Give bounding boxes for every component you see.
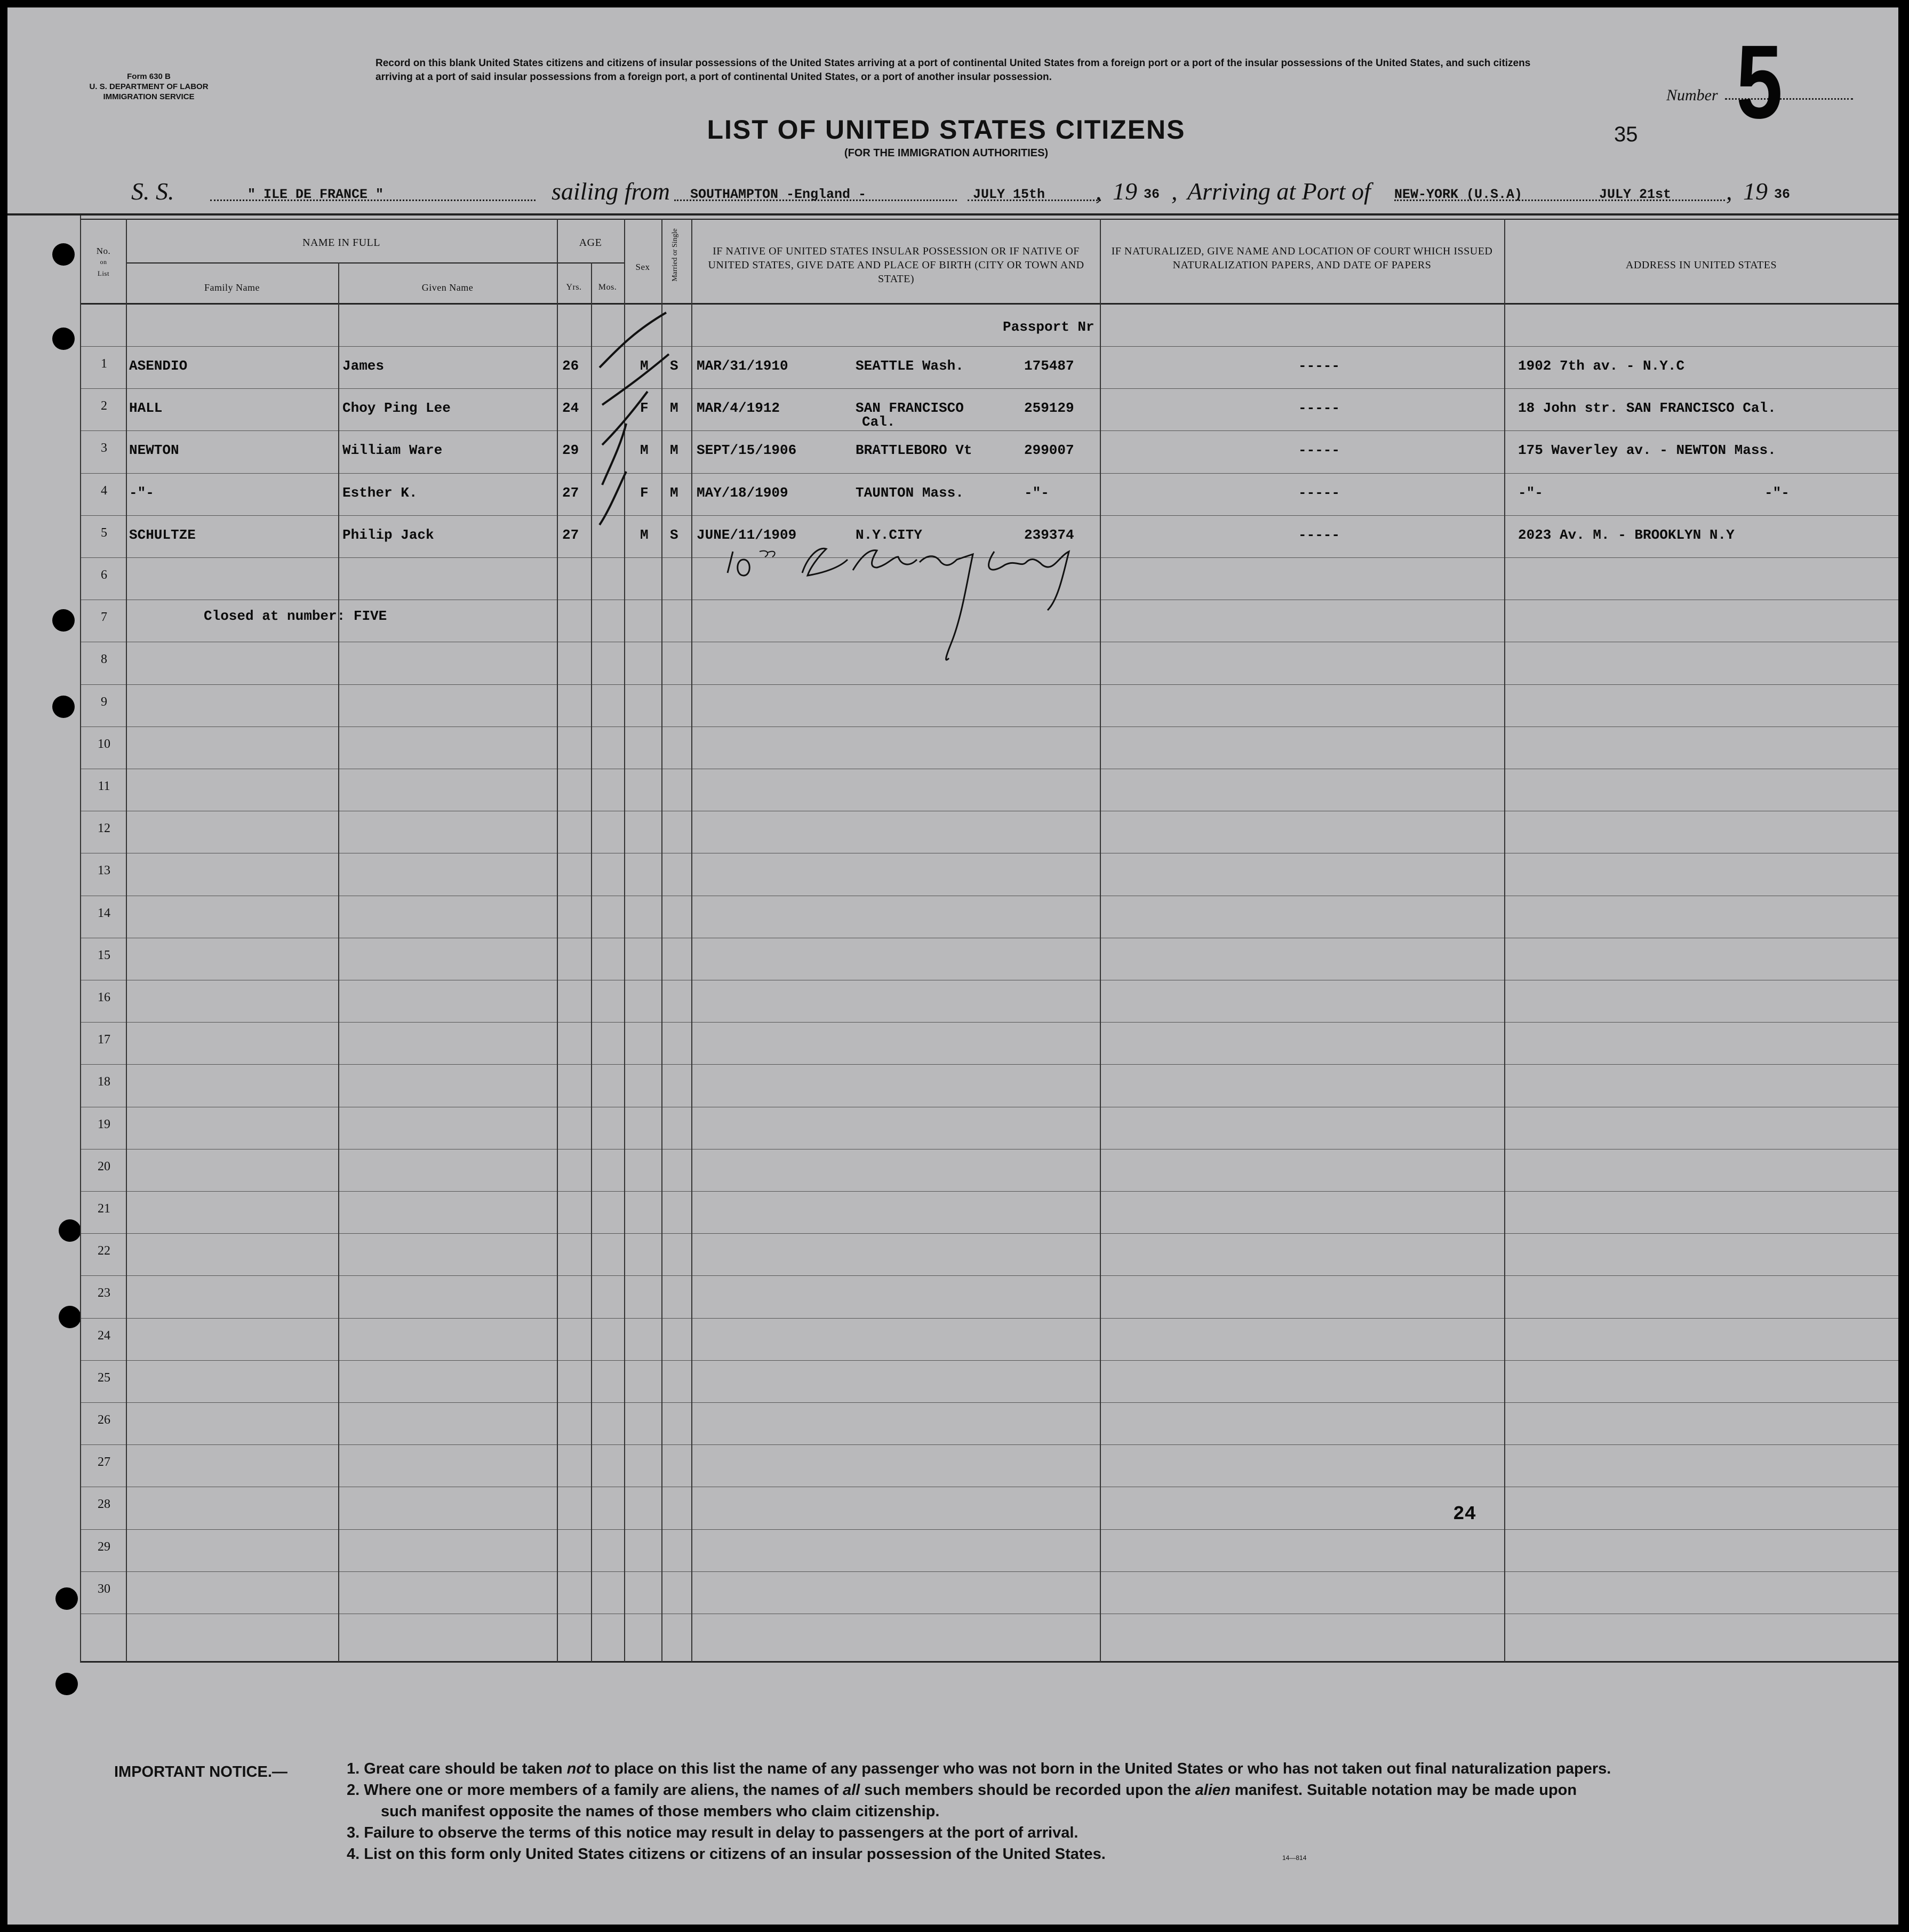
passenger-sex: M [640,442,649,458]
header-sex: Sex [635,262,650,272]
passenger-birth-place-cont: Cal. [862,414,896,430]
row-rule [80,430,1898,431]
punch-hole [52,328,75,350]
line-number: 17 [98,1033,110,1047]
row-rule [80,1064,1898,1065]
header-family-name: Family Name [204,282,260,293]
name-group-rule [126,262,557,264]
row-rule [80,1275,1898,1276]
passenger-marital-status: M [670,485,678,501]
header-naturalized: IF NATURALIZED, GIVE NAME AND LOCATION OF COURT WHICH ISSUED NATURALIZATION PAPERS, AND DATE OF PAPERS [1111,245,1493,271]
passenger-sex: F [640,400,649,416]
passenger-family-name: HALL [129,400,163,416]
line-number: 13 [98,864,110,877]
passenger-naturalization: ----- [1298,485,1340,501]
row-rule [80,388,1898,389]
line-number: 15 [98,948,110,962]
passenger-birth-date: JUNE/11/1909 [697,527,797,543]
passenger-sex: M [640,358,649,374]
passenger-marital-status: M [670,442,678,458]
row-rule [80,1191,1898,1192]
line-number: 19 [98,1117,110,1131]
punch-hole [52,609,75,632]
header-birth: IF NATIVE OF UNITED STATES INSULAR POSSESSION OR IF NATIVE OF UNITED STATES, GIVE DATE AND PLACE OF BIRTH (CITY OR TOWN AND STATE) [708,245,1084,285]
sailing-label: sailing from [552,178,670,205]
passenger-sex: F [640,485,649,501]
line-number: 23 [98,1286,110,1300]
form-instructions: Record on this blank United States citizens and citizens of insular possessions of the United States arriving at a port of continental United States from a foreign port or a port of the insular possessions of the United States, and such citizens arriving at a port of said insular possessions from a foreign port, a port of continental United States, or a port of another insular possession. [376,58,1531,83]
header-mos: Mos. [598,283,617,292]
row-rule [80,1318,1898,1319]
row-rule [80,1529,1898,1530]
header-yrs: Yrs. [566,283,582,292]
passenger-marital-status: S [670,358,678,374]
passenger-address: 2023 Av. M. - BROOKLYN N.Y [1518,527,1735,543]
column-rule [557,219,558,1662]
notice-heading: IMPORTANT NOTICE.— [114,1763,287,1781]
depart-year-prefix: 19 [1113,178,1137,205]
passenger-family-name: SCHULTZE [129,527,196,543]
table-top-rule-2 [80,219,1898,220]
column-rule [338,262,339,1662]
punch-hole [55,1587,78,1610]
line-number: 24 [98,1329,110,1343]
table-top-rule [7,213,1898,215]
passenger-birth-date: SEPT/15/1906 [697,442,797,458]
line-number: 14 [98,906,110,920]
ship-name: " ILE DE FRANCE " [247,187,384,202]
notice-item-4: 4. List on this form only United States citizens or citizens of an insular possession of the United States. [347,1846,1106,1863]
notice-item-2-continued: such manifest opposite the names of those members who claim citizenship. [381,1803,940,1820]
passenger-age-years: 27 [562,485,579,501]
passenger-birth-date: MAY/18/1909 [697,485,788,501]
passenger-age-years: 29 [562,442,579,458]
punch-hole [52,696,75,718]
passenger-birth-place: SEATTLE Wash. [856,358,964,374]
page-number: 35 [1614,123,1638,146]
passenger-address: -"- [1518,485,1543,501]
passenger-marital-status: S [670,527,678,543]
passenger-birth-place: TAUNTON Mass. [856,485,964,501]
line-number: 11 [98,779,110,793]
column-rule [126,219,127,1662]
line-number: 29 [98,1540,110,1554]
punch-hole [59,1219,81,1242]
passenger-family-name: -"- [129,485,154,501]
row-rule [80,346,1898,347]
passport-header: Passport Nr [1003,319,1095,335]
line-number: 20 [98,1160,110,1173]
line-number: 26 [98,1413,110,1427]
line-number: 9 [101,695,107,709]
passenger-age-years: 27 [562,527,579,543]
row-rule [80,1022,1898,1023]
passenger-birth-place: SAN FRANCISCO [856,400,964,416]
table-bottom-rule [80,1661,1898,1663]
row-rule [80,684,1898,685]
header-name-in-full: NAME IN FULL [302,237,380,249]
closed-note: Closed at number: FIVE [204,608,387,624]
notice-item-1: 1. Great care should be taken not to place on this list the name of any passenger who was not born in the United States or who has not taken out final naturalization papers. [347,1760,1611,1777]
line-number: 25 [98,1371,110,1385]
line-number: 6 [101,568,107,582]
line-number: 7 [101,610,107,624]
row-rule [80,473,1898,474]
passenger-marital-status: M [670,400,678,416]
passenger-birth-date: MAR/4/1912 [697,400,780,416]
passenger-address-cont: -"- [1764,485,1790,501]
check-marks [594,306,701,546]
list-number-label: Number [1666,86,1718,104]
passenger-passport: 175487 [1024,358,1074,374]
passenger-given-name: Choy Ping Lee [342,400,451,416]
ss-label: S. S. [131,178,174,205]
arrival-year-prefix: 19 [1743,178,1768,205]
passenger-passport: -"- [1024,485,1049,501]
line-number: 16 [98,991,110,1004]
line-number: 1 [101,357,107,371]
header-bottom-rule [80,303,1898,305]
line-number: 8 [101,652,107,666]
list-number-value: 5 [1736,23,1783,140]
row-rule [80,1402,1898,1403]
passenger-naturalization: ----- [1298,527,1340,543]
passenger-given-name: Philip Jack [342,527,434,543]
passenger-sex: M [640,527,649,543]
row-rule [80,1444,1898,1445]
passenger-given-name: Esther K. [342,485,418,501]
passenger-birth-date: MAR/31/1910 [697,358,788,374]
passenger-given-name: William Ware [342,442,443,458]
depart-date: JULY 15th [973,187,1045,202]
form-id: Form 630 B U. S. DEPARTMENT OF LABOR IMMIGRATION SERVICE [89,72,209,101]
line-number: 4 [101,484,107,498]
age-group-rule [557,262,624,264]
passenger-naturalization: ----- [1298,400,1340,416]
line-number: 18 [98,1075,110,1089]
header-address: ADDRESS IN UNITED STATES [1625,259,1777,271]
header-married-or-single: Married or Single [671,228,679,282]
column-rule [80,215,81,1662]
passenger-family-name: NEWTON [129,442,179,458]
line-number: 12 [98,821,110,835]
passenger-given-name: James [342,358,385,374]
margin-number: 24 [1453,1503,1476,1525]
arrival-port: NEW-YORK (U.S.A) [1394,187,1523,202]
line-number: 22 [98,1244,110,1258]
arrival-date: JULY 21st [1599,187,1672,202]
check-mark [602,354,669,405]
document-subtitle: (FOR THE IMMIGRATION AUTHORITIES) [844,147,1049,159]
punch-hole [52,243,75,266]
line-number: 3 [101,441,107,455]
punch-hole [55,1673,78,1695]
row-rule [80,1360,1898,1361]
arriving-label: Arriving at Port of [1187,178,1371,205]
punch-hole [59,1306,81,1328]
depart-year: 36 [1144,187,1160,202]
arrival-year: 36 [1774,187,1791,202]
passenger-address: 175 Waverley av. - NEWTON Mass. [1518,442,1776,458]
handwritten-annotation [717,536,1144,674]
passenger-age-years: 26 [562,358,579,374]
passenger-family-name: ASENDIO [129,358,188,374]
row-rule [80,1233,1898,1234]
passenger-address: 1902 7th av. - N.Y.C [1518,358,1685,374]
from-port: SOUTHAMPTON -England - [690,187,867,202]
notice-item-3: 3. Failure to observe the terms of this notice may result in delay to passengers at the port of arrival. [347,1824,1079,1841]
column-rule [1504,219,1505,1662]
check-mark [600,313,666,368]
manifest-sheet: Form 630 B U. S. DEPARTMENT OF LABOR IMMIGRATION SERVICE Record on this blank United States citizens and citizens of insular possessions of the United States arriving at a port of continental United States from a foreign port or a port of the insular possessions of the United States, and such citizens arriving at a port of said insular possessions from a foreign port, a port of continental United States, or a port of another insular possession. LIST OF UNITED STATES CITIZENS (FOR THE IMMIGRATION AUTHORITIES) Number 5 35 S. S. " ILE DE FRANCE " sailing from SOUTHAMPTON -England - JULY 15th , 19 36 , Arriving at Port of NEW-YORK (U.S.A) JULY 21st , 19 36 1 2 3 4 5 6 7 8 9 10 11 12 13 14 15 16 17 18 19 20 21 22 23 24 25 26 27 28 29 30 No. on List NAME IN FULL Family Name Given Name AGE Yrs. Mos. Sex Married or Single IF NATIVE OF UNITED STATES INSULAR POSSESSION OR IF NATIVE OF UNITED STATES, GIVE DATE AND PLACE OF BIRTH (CITY OR TOWN AND STATE) IF NATURALIZED, GIVE NAME AND LOCATION OF COURT WHICH ISSUED NATURALIZATION PAPERS, AND DATE OF PAPERS ADDRESS IN UNITED STATES Passport Nr ASENDIO James 26 M S MAR/31/1910 SEATTLE Wash. 175487 ----- 1902 7th av. - N.Y.C HALL Choy Ping Lee 24 F M MAR/4/1912 SAN FRANCISCO Cal. 259129 ----- 18 John str. SAN FRANCISCO Cal. NEWTON William Ware 29 M M SEPT/15/1906 BRATTLEBORO Vt 299007 ----- 175 Waverley av. - NEWTON Mass. -"- Esther K. 27 F M MAY/18/1909 TAUNTON Mass. -"- ----- -"- -"- SCHULTZE Philip Jack 27 M S JUNE/11/1909 N.Y.CITY 239374 ----- 2023 Av. M. - BROOKLYN N.Y Closed at number: FIVE 24 IMPORTANT NOTICE.— 1. Great care should be taken not to place on this list the name of any passenger who was not born in the United States or who has not taken out final naturalization papers. 2. Where one or more members of a family are aliens, the names of all such members should be recorded upon the alien manifest. Suitable notation may be made upon such manifest opposite the names of those members who claim citizenship. 3. Failure to observe the terms of this notice may result in delay to passengers at the port of arrival. 4. List on this form only United States citizens or citizens of an insular possession of the United States. 14—814 [7,7,1898,1925]
passenger-passport: 299007 [1024,442,1074,458]
print-code: 14—814 [1282,1854,1307,1862]
header-no-on-list: No. on List [96,246,111,277]
passenger-age-years: 24 [562,400,579,416]
line-number: 27 [98,1455,110,1469]
line-number: 5 [101,526,107,540]
line-number: 21 [98,1202,110,1216]
passenger-passport: 239374 [1024,527,1074,543]
column-rule [1100,219,1101,1662]
passenger-passport: 259129 [1024,400,1074,416]
row-rule [80,515,1898,516]
passenger-naturalization: ----- [1298,358,1340,374]
passenger-naturalization: ----- [1298,442,1340,458]
line-number: 30 [98,1582,110,1596]
passenger-birth-place: BRATTLEBORO Vt [856,442,972,458]
header-age: AGE [579,237,602,249]
line-number: 10 [98,737,110,751]
notice-item-2: 2. Where one or more members of a family are aliens, the names of all such members should be recorded upon the alien manifest. Suitable notation may be made upon [347,1782,1577,1799]
row-rule [80,1571,1898,1572]
line-number: 28 [98,1497,110,1511]
header-given-name: Given Name [421,282,474,293]
passenger-birth-place: N.Y.CITY [856,527,922,543]
document-title: LIST OF UNITED STATES CITIZENS [707,115,1186,145]
line-number: 2 [101,399,107,413]
column-rule [591,262,592,1662]
passenger-address: 18 John str. SAN FRANCISCO Cal. [1518,400,1776,416]
